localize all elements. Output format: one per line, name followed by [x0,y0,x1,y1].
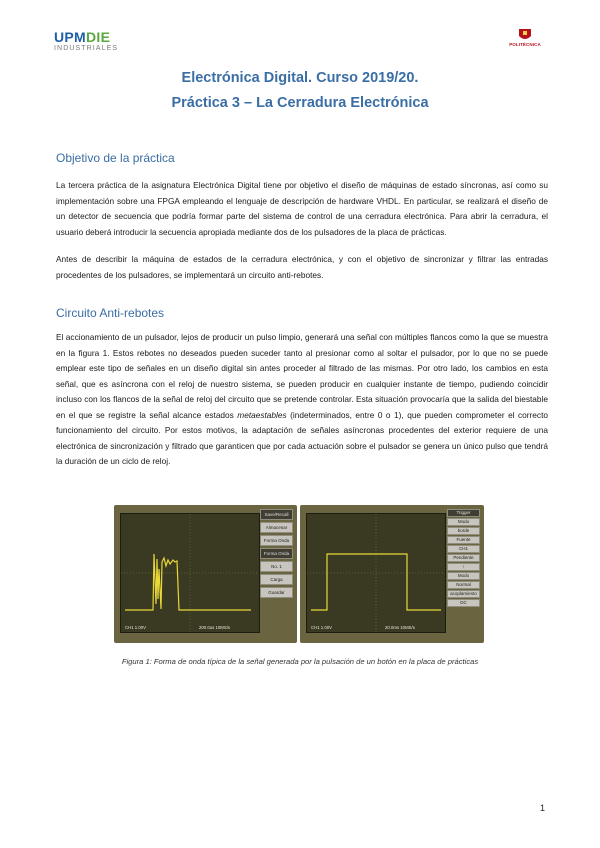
scope-menu-right [447,509,480,608]
scope-menu-item: Modo [447,518,480,526]
bounce-trace [125,554,251,610]
scope-menu-item: Modo [447,572,480,580]
figure-caption: Figura 1: Forma de onda típica de la señal generada por la pulsación de un botón en la placa de prácticas [121,657,479,666]
scope-menu-item: Guardar [260,587,293,598]
oscilloscope-screen: CH1 1.00V 200.0us 10MS/s [120,513,260,633]
scope-grid [307,514,445,632]
upm-die-logo: UPMDIE INDUSTRIALES [54,29,119,52]
oscilloscope-photo-pulse [300,505,484,643]
oscilloscope-screen: CH1 1.00V 20.0ms 10MS/s [306,513,446,633]
crest-icon [517,28,533,42]
document-title-line2: Práctica 3 – La Cerradura Electrónica [171,95,429,111]
oscilloscope-photo-bounce [114,505,297,643]
section-heading-antirebotes: Circuito Anti-rebotes [56,306,165,320]
scope-menu-item: Forma Onda [260,535,293,546]
politecnica-logo: POLITÉCNICA [508,28,542,54]
scope-menu-item: Save/Recall [260,509,293,520]
paragraph-antirebotes: El accionamiento de un pulsador, lejos de producir un pulso limpio, generará una señal con múltiples flancos como la que se muestra en la figura 1. Estos rebotes no deseados pueden suceder tanto al presionar como al soltar el pulsador, por lo que no se puede emplear este tipo de señales en un diseño digital sin antes proceder al filtrado de las mismas. Por otro lado, los cambios en esta señal, que es asíncrona con el reloj de nuestro sistema, se pueden producir en cualquier instante de tiempo, pudiendo coincidir incluso con los flancos de la señal de reloj del circuito que se pretende controlar. Esta situación provocaría que la salida del biestable en el que se registre la señal alcance estados metaestables (indeterminados, entre 0 o 1), que pueden comprometer el correcto funcionamiento del circuito. Por estos motivos, la adaptación de señales asíncronas procedentes del exterior requiere de una electrónica de sincronización y filtrado que garanticen que por cada actuación sobre el pulsador se genera un único pulso que tendrá la duración de un ciclo de reloj. [56,332,548,466]
paragraph-objetivo-1: La tercera práctica de la asignatura Electrónica Digital tiene por objetivo el diseño de máquinas de estado síncronas, así como su implementación sobre una FPGA empleando el lenguaje de descripción de hardware VHDL. En particular, se realizará el diseño de un detector de secuencia que podría formar parte del sistema de control de una cerradura electrónica. Para abrir la cerradura, el usuario deberá introducir la secuencia apropiada mediante dos de los pulsadores de la placa de prácticas. [56,180,548,237]
paragraph-objetivo-2: Antes de describir la máquina de estados de la cerradura electrónica, y con el objetivo de sincronizar y filtrar las entradas procedentes de los pulsadores, se implementará un circuito anti-rebotes. [56,254,548,280]
scope-menu-item: Almacenar [260,522,293,533]
scope-menu-item: Normal [447,581,480,589]
scope-menu-item: Forma Onda [260,548,293,559]
page-number: 1 [540,803,546,813]
scope-menu-item: Carga [260,574,293,585]
scope-menu-item: CH1 [447,545,480,553]
scope-menu-item: borde [447,527,480,535]
scope-menu-item: Fuente [447,536,480,544]
document-title-line1: Electrónica Digital. Curso 2019/20. [181,70,419,86]
scope-menu-item: No. 1 [260,561,293,572]
scope-menu-item: Trigger [447,509,480,517]
scope-grid [121,514,259,632]
section-heading-objetivo: Objetivo de la práctica [56,151,175,165]
scope-menu-item: DC [447,599,480,607]
scope-menu-left [260,509,293,600]
scope-menu-item: Pendiente [447,554,480,562]
scope-menu-item: acoplamiento [447,590,480,598]
scope-menu-item: ↑ [447,563,480,571]
